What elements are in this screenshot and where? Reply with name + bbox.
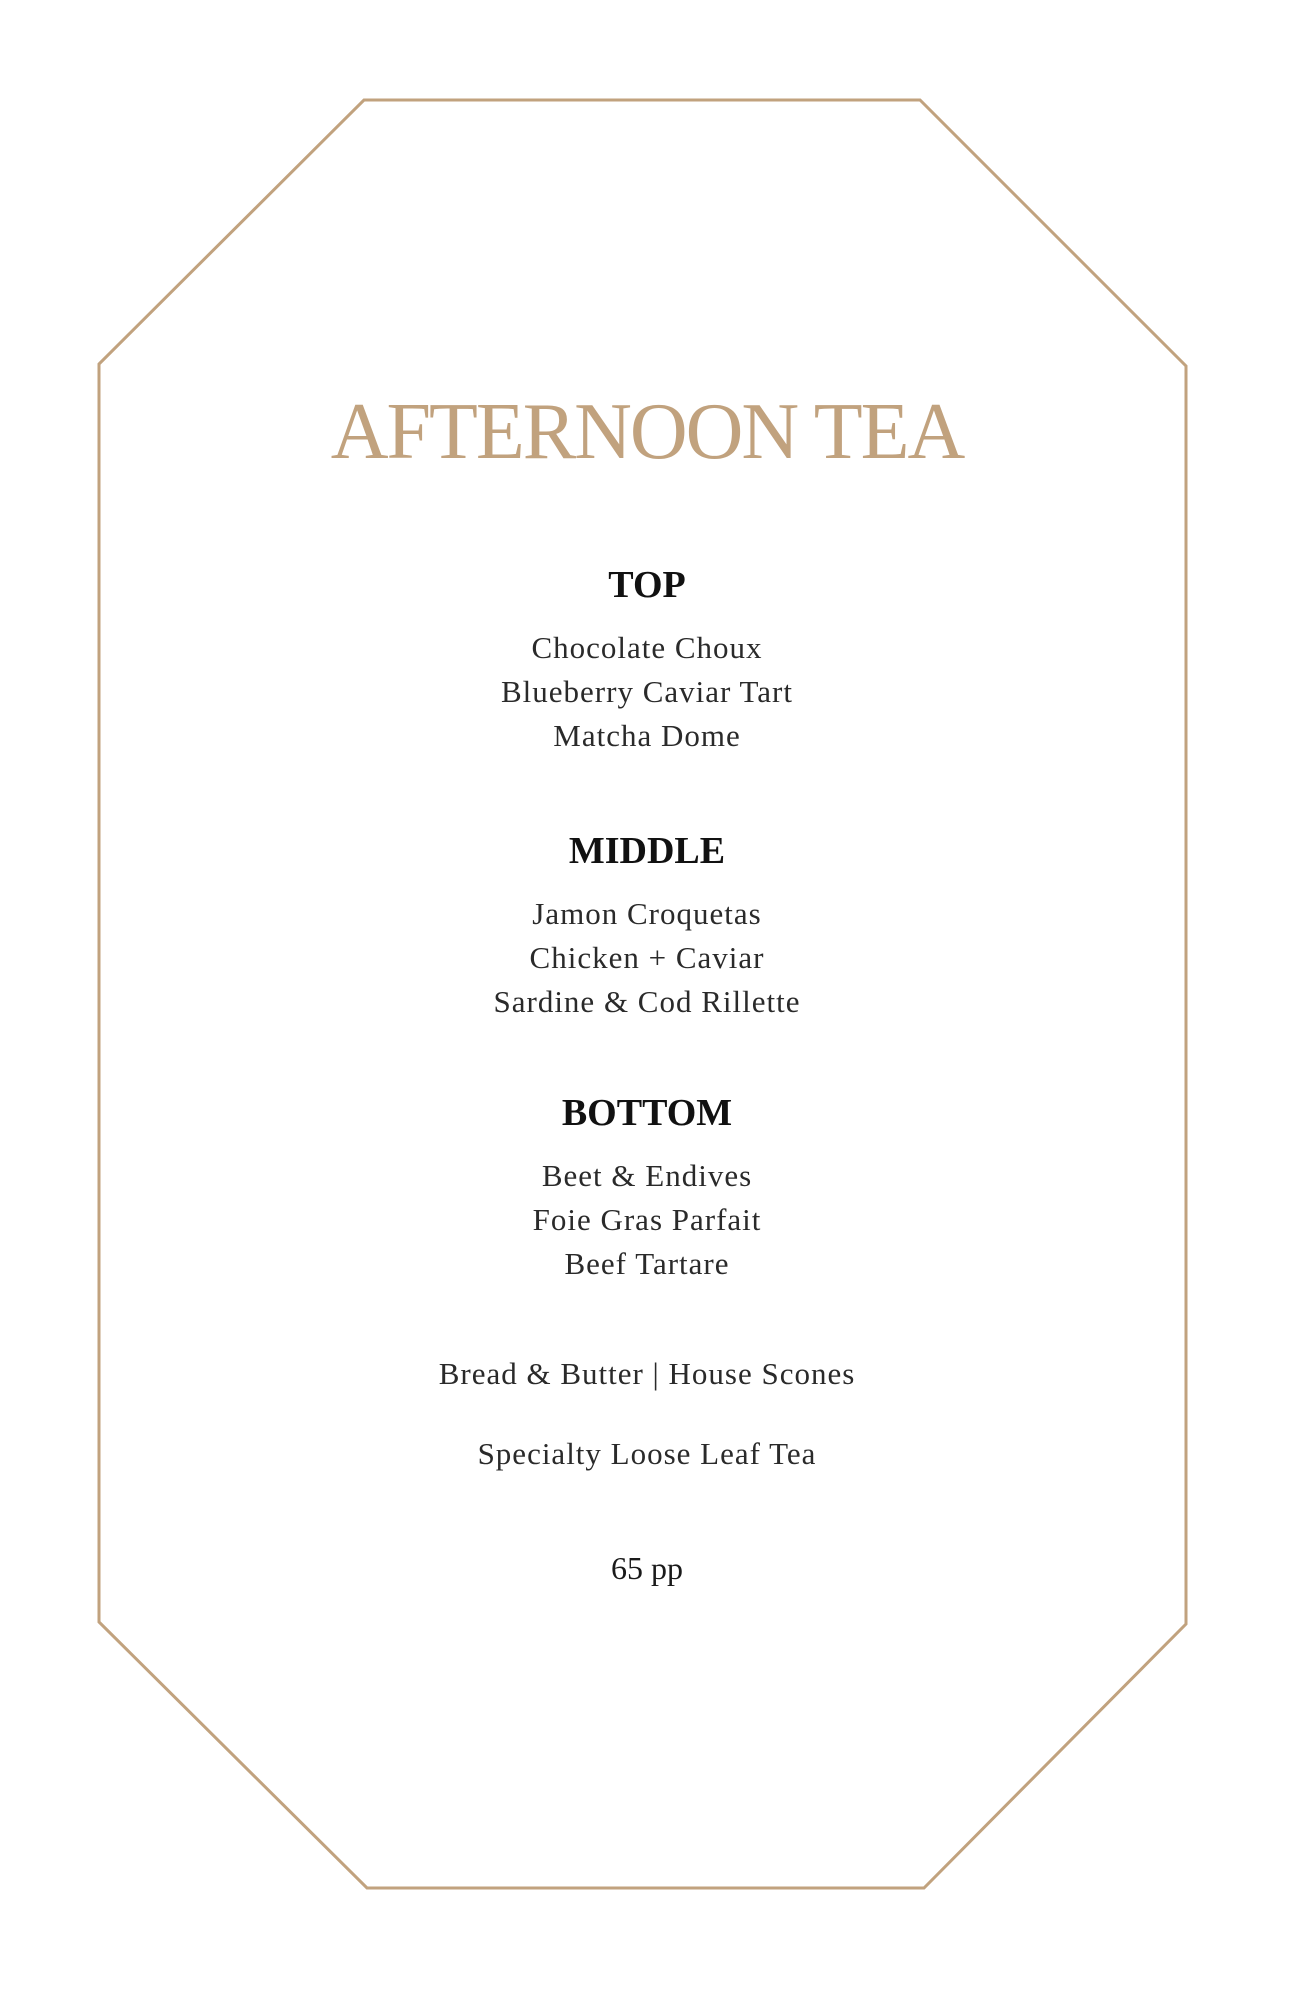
extra-loose-leaf-tea: Specialty Loose Leaf Tea [477,1436,817,1471]
section-heading-bottom: BOTTOM [561,1092,733,1134]
menu-title: AFTERNOON TEA [330,388,964,476]
menu-item: Sardine & Cod Rillette [493,984,801,1019]
section-middle [0,832,1294,1024]
menu-item: Chicken + Caviar [529,940,765,975]
section-heading-top: TOP [608,564,686,606]
price-per-person: 65 pp [611,1550,683,1586]
menu-item: Beef Tartare [564,1246,730,1281]
section-top [0,566,1294,758]
section-heading-middle: MIDDLE [568,830,726,872]
menu-item: Beet & Endives [541,1158,753,1193]
menu-item: Foie Gras Parfait [532,1202,762,1237]
menu-item: Matcha Dome [553,718,741,753]
menu-item: Jamon Croquetas [532,896,762,931]
extra-bread-scones: Bread & Butter | House Scones [438,1356,856,1391]
section-bottom [0,1094,1294,1286]
menu-item: Chocolate Choux [531,630,763,665]
menu-item: Blueberry Caviar Tart [501,674,793,709]
